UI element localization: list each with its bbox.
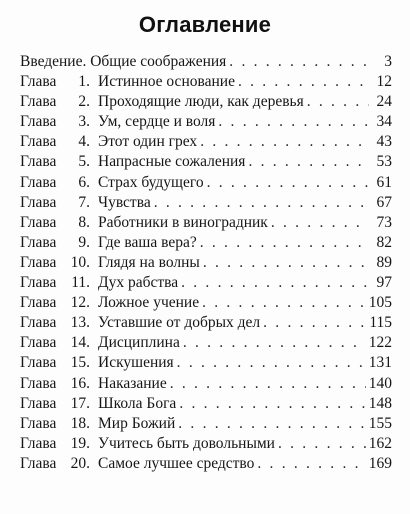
chapter-word: Глава [20, 133, 57, 151]
chapter-word: Глава [20, 113, 57, 131]
dot-leader [207, 174, 369, 192]
chapter-number: 13. [70, 314, 90, 332]
toc-entry-page: 140 [368, 374, 392, 392]
toc-entry-page: 67 [376, 193, 392, 211]
toc-entry-page: 169 [368, 454, 392, 472]
chapter-number: 3. [78, 113, 90, 131]
dot-leader [170, 375, 366, 393]
toc-entry-title: Ложное учение [98, 294, 200, 312]
toc-entry-title: Работники в виноградник [98, 213, 268, 231]
toc-entry-title: Истинное основание [98, 73, 235, 91]
chapter-number: 10. [70, 253, 90, 271]
chapter-number: 12. [70, 294, 90, 312]
toc-entry-title: Напрасные сожаления [98, 153, 246, 171]
dot-leader [203, 254, 369, 272]
toc-entry-intro [20, 53, 392, 73]
toc-entry-page: 3 [384, 53, 392, 70]
dot-leader [202, 294, 366, 312]
chapter-word: Глава [20, 93, 57, 111]
dot-leader [183, 334, 366, 352]
toc-entry-page: 89 [376, 253, 392, 271]
chapter-word: Глава [20, 454, 57, 472]
chapter-word: Глава [20, 153, 57, 171]
dot-leader [177, 354, 366, 372]
toc-entry-page: 73 [376, 213, 392, 231]
chapter-number: 14. [70, 334, 90, 352]
toc-entry-chapter [20, 93, 392, 113]
chapter-number: 9. [78, 233, 90, 251]
chapter-word: Глава [20, 354, 57, 372]
toc-entry-page: 12 [376, 73, 392, 91]
dot-leader [200, 133, 369, 151]
toc-entry-page: 53 [376, 153, 392, 171]
toc-entry-title: Мир Божий [98, 414, 176, 432]
chapter-word: Глава [20, 314, 57, 332]
dot-leader [179, 395, 365, 413]
chapter-word: Глава [20, 334, 57, 352]
table-of-contents [20, 53, 392, 475]
toc-entry-title: Искушения [98, 354, 174, 372]
dot-leader [178, 415, 365, 433]
toc-entry-chapter [20, 455, 392, 475]
chapter-number: 7. [78, 193, 90, 211]
toc-entry-page: 61 [376, 173, 392, 191]
toc-entry-page: 24 [376, 93, 392, 111]
toc-entry-page: 97 [376, 274, 392, 292]
toc-entry-title: Чувства [98, 193, 151, 211]
dot-leader [238, 73, 369, 91]
toc-entry-chapter [20, 133, 392, 153]
chapter-number: 6. [78, 173, 90, 191]
chapter-number: 17. [70, 394, 90, 412]
toc-entry-chapter [20, 234, 392, 254]
toc-entry-chapter [20, 214, 392, 234]
dot-leader [278, 435, 366, 453]
toc-entry-chapter [20, 294, 392, 314]
chapter-word: Глава [20, 213, 57, 231]
chapter-number: 2. [78, 93, 90, 111]
toc-entry-chapter [20, 375, 392, 395]
toc-entry-page: 105 [368, 294, 392, 312]
chapter-word: Глава [20, 233, 57, 251]
dot-leader [263, 314, 366, 332]
toc-entry-page: 34 [376, 113, 392, 131]
toc-entry-page: 131 [368, 354, 392, 372]
toc-entry-title: Самое лучшее средство [98, 454, 255, 472]
toc-entry-title: Учитесь быть довольными [98, 434, 275, 452]
toc-entry-title: Дух рабства [98, 274, 179, 292]
chapter-list [20, 73, 392, 475]
dot-leader [154, 194, 369, 212]
dot-leader [257, 455, 365, 473]
toc-entry-chapter [20, 415, 392, 435]
chapter-word: Глава [20, 274, 57, 292]
dot-leader [271, 214, 369, 232]
toc-entry-page: 148 [368, 394, 392, 412]
toc-entry-chapter [20, 254, 392, 274]
chapter-word: Глава [20, 374, 57, 392]
toc-entry-title: Проходящие люди, как деревья [98, 93, 304, 111]
toc-entry-chapter [20, 113, 392, 133]
toc-entry-title: Дисциплина [98, 334, 180, 352]
chapter-word: Глава [20, 253, 57, 271]
toc-entry-page: 162 [368, 434, 392, 452]
toc-entry-title: Этот один грех [98, 133, 198, 151]
page-title: Оглавление [138, 12, 272, 37]
chapter-number: 11. [71, 274, 90, 292]
chapter-number: 5. [78, 153, 90, 171]
toc-entry-title: Введение. Общие соображения [20, 53, 227, 70]
toc-entry-title: Страх будущего [98, 173, 204, 191]
chapter-word: Глава [20, 414, 57, 432]
toc-entry-chapter [20, 334, 392, 354]
toc-entry-chapter [20, 153, 392, 173]
chapter-word: Глава [20, 294, 57, 312]
toc-entry-chapter [20, 395, 392, 415]
chapter-word: Глава [20, 193, 57, 211]
chapter-number: 1. [78, 73, 90, 91]
toc-entry-chapter [20, 194, 392, 214]
chapter-word: Глава [20, 173, 57, 191]
toc-entry-page: 122 [368, 334, 392, 352]
toc-entry-chapter [20, 73, 392, 93]
chapter-number: 19. [70, 434, 90, 452]
dot-leader [307, 93, 369, 111]
toc-entry-chapter [20, 274, 392, 294]
chapter-number: 16. [70, 374, 90, 392]
toc-entry-chapter [20, 174, 392, 194]
chapter-word: Глава [20, 394, 57, 412]
dot-leader [229, 53, 369, 71]
toc-entry-title: Уставшие от добрых дел [98, 314, 261, 332]
toc-entry-chapter [20, 354, 392, 374]
chapter-number: 18. [70, 414, 90, 432]
toc-entry-title: Ум, сердце и воля [98, 113, 216, 131]
dot-leader [181, 274, 369, 292]
chapter-number: 15. [70, 354, 90, 372]
toc-entry-title: Наказание [98, 374, 167, 392]
dot-leader [248, 153, 369, 171]
toc-entry-page: 155 [368, 414, 392, 432]
chapter-word: Глава [20, 73, 57, 91]
chapter-number: 4. [78, 133, 90, 151]
chapter-word: Глава [20, 434, 57, 452]
toc-entry-title: Глядя на волны [98, 253, 200, 271]
dot-leader [218, 113, 369, 131]
chapter-number: 20. [70, 454, 90, 472]
chapter-number: 8. [78, 213, 90, 231]
toc-entry-chapter [20, 314, 392, 334]
toc-entry-page: 115 [369, 314, 392, 332]
toc-entry-title: Где ваша вера? [98, 233, 197, 251]
toc-entry-page: 82 [376, 233, 392, 251]
toc-entry-page: 43 [376, 133, 392, 151]
toc-entry-title: Школа Бога [98, 394, 177, 412]
toc-entry-chapter [20, 435, 392, 455]
dot-leader [200, 234, 369, 252]
